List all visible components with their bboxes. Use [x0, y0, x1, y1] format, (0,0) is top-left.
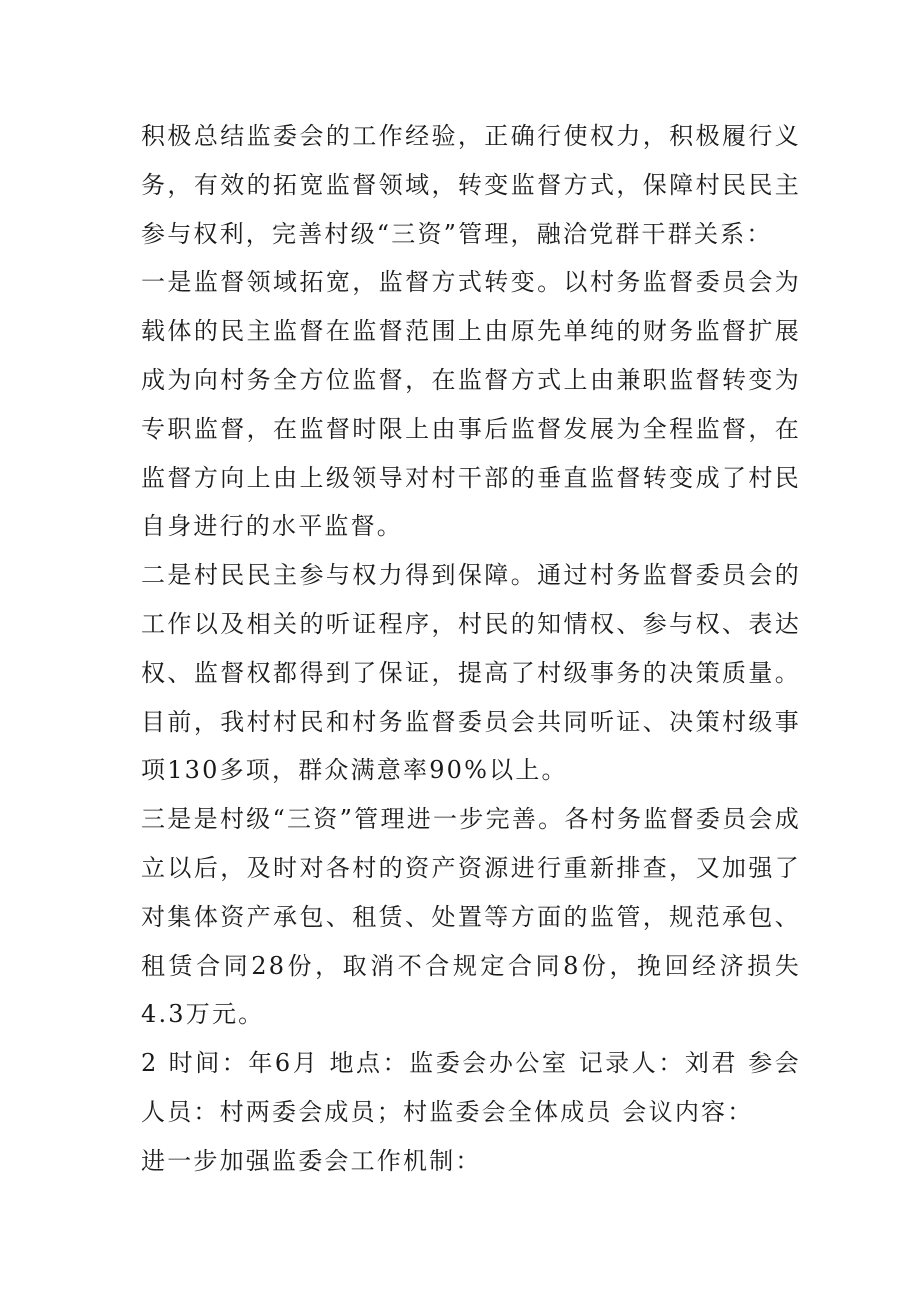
document-body — [141, 112, 801, 1186]
paragraph-point-three: 三是是村级“三资”管理进一步完善。各村务监督委员会成立以后，及时对各村的资产资源进行重新排查，又加强了对集体资产承包、租赁、处置等方面的监管，规范承包、租赁合同28份，取消不合规定合同8份，挽回经济损失4.3万元。 — [141, 805, 801, 1029]
paragraph-point-two: 二是村民民主参与权力得到保障。通过村务监督委员会的工作以及相关的听证程序，村民的知情权、参与权、表达权、监督权都得到了保证，提高了村级事务的决策质量。目前，我村村民和村务监督委员会共同听证、决策村级事项130多项，群众满意率90%以上。 — [141, 561, 801, 785]
paragraph-point-one: 一是监督领域拓宽，监督方式转变。以村务监督委员会为载体的民主监督在监督范围上由原先单纯的财务监督扩展成为向村务全方位监督，在监督方式上由兼职监督转变为专职监督，在监督时限上由事后监督发展为全程监督，在监督方向上由上级领导对村干部的垂直监督转变成了村民自身进行的水平监督。 — [141, 268, 801, 541]
paragraph-summary: 积极总结监委会的工作经验，正确行使权力，积极履行义务，有效的拓宽监督领域，转变监督方式，保障村民民主参与权利，完善村级“三资”管理，融洽党群干群关系： — [141, 122, 801, 248]
paragraph-mechanism-heading: 进一步加强监委会工作机制： — [141, 1146, 482, 1175]
paragraph-meeting-record: 2 时间：年6月 地点：监委会办公室 记录人：刘君 参会人员：村两委会成员；村监委会全体成员 会议内容： — [141, 1049, 801, 1126]
